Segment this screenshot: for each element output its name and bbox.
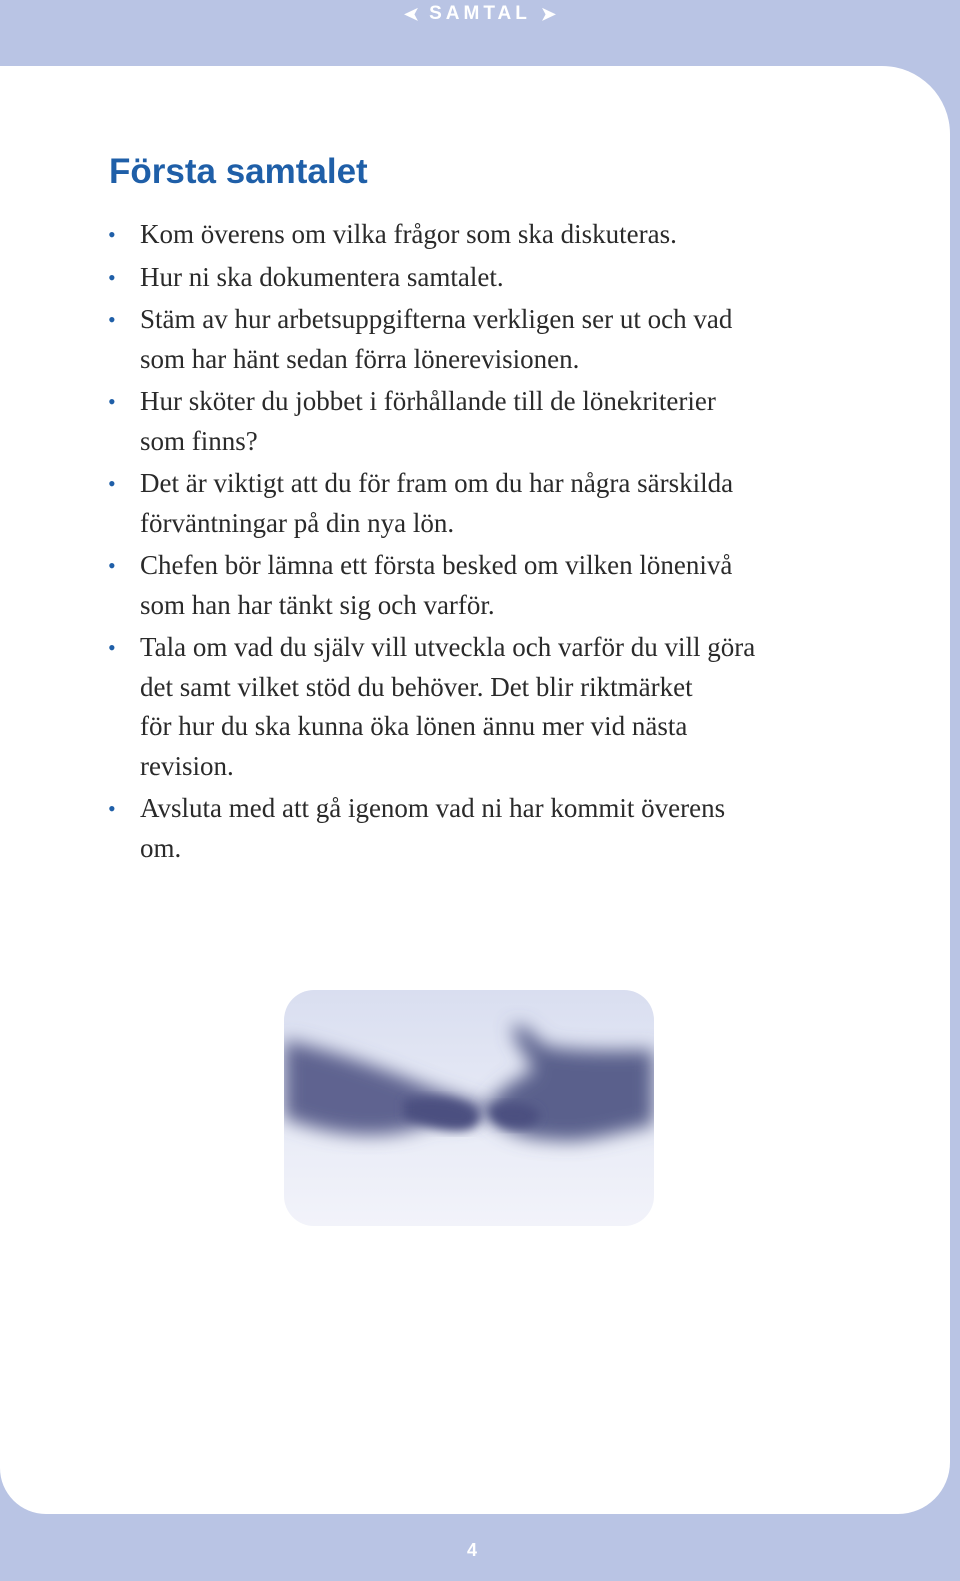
bullet-text-line: om. (140, 832, 182, 863)
arrow-right-icon: ➤ (540, 3, 556, 24)
bullet-dot-icon: • (108, 222, 116, 247)
bullet-text-line: Avsluta med att gå igenom vad ni har kommit överens (140, 793, 726, 823)
bullet-dot-icon: • (108, 471, 116, 496)
bullet-text-line: Kom överens om vilka frågor som ska diskuteras. (140, 219, 677, 249)
bullet-text-line: som finns? (140, 425, 258, 456)
bullet-text-line: revision. (140, 750, 234, 781)
bullet-item (108, 628, 853, 786)
bullet-item (108, 382, 853, 461)
bullet-dot-icon: • (108, 796, 116, 821)
bullet-dot-icon: • (108, 307, 116, 332)
hands-photo (284, 990, 654, 1226)
page-number: 4 (466, 1540, 477, 1560)
bullet-text-line: som har hänt sedan förra lönerevisionen. (140, 343, 580, 374)
bullet-text-line: Hur ni ska dokumentera samtalet. (140, 261, 504, 292)
bullet-text-line: Hur sköter du jobbet i förhållande till de lönekriterier (140, 386, 716, 416)
arrow-left-icon: ➤ (404, 3, 420, 24)
bullet-text-line: förväntningar på din nya lön. (140, 507, 455, 538)
bullet-text-line: Tala om vad du själv vill utveckla och varför du vill göra (140, 632, 756, 662)
section-label: SAMTAL (429, 3, 531, 24)
bullet-list (108, 215, 853, 871)
bullet-item (108, 300, 853, 379)
bullet-item (108, 789, 853, 868)
bullet-item (108, 258, 853, 298)
bullet-text-line: Det är viktigt att du för fram om du har några särskilda (140, 468, 734, 498)
bullet-dot-icon: • (108, 553, 116, 578)
bullet-text-line: Chefen bör lämna ett första besked om vilken lönenivå (140, 550, 733, 580)
bullet-dot-icon: • (108, 635, 116, 660)
bullet-text-line: Stäm av hur arbetsuppgifterna verkligen ser ut och vad (140, 304, 733, 334)
bullet-text-line: som han har tänkt sig och varför. (140, 589, 495, 620)
bullet-dot-icon: • (108, 264, 116, 290)
page-title: Första samtalet (109, 152, 368, 191)
bullet-text-line: det samt vilket stöd du behöver. Det blir riktmärket (140, 671, 693, 702)
bullet-dot-icon: • (108, 389, 116, 414)
bullet-item (108, 215, 853, 255)
section-header (0, 0, 960, 28)
hands-photo-illustration (284, 990, 654, 1226)
bullet-item (108, 546, 853, 625)
bullet-item (108, 464, 853, 543)
bullet-text-line: för hur du ska kunna öka lönen ännu mer vid nästa (140, 711, 688, 741)
